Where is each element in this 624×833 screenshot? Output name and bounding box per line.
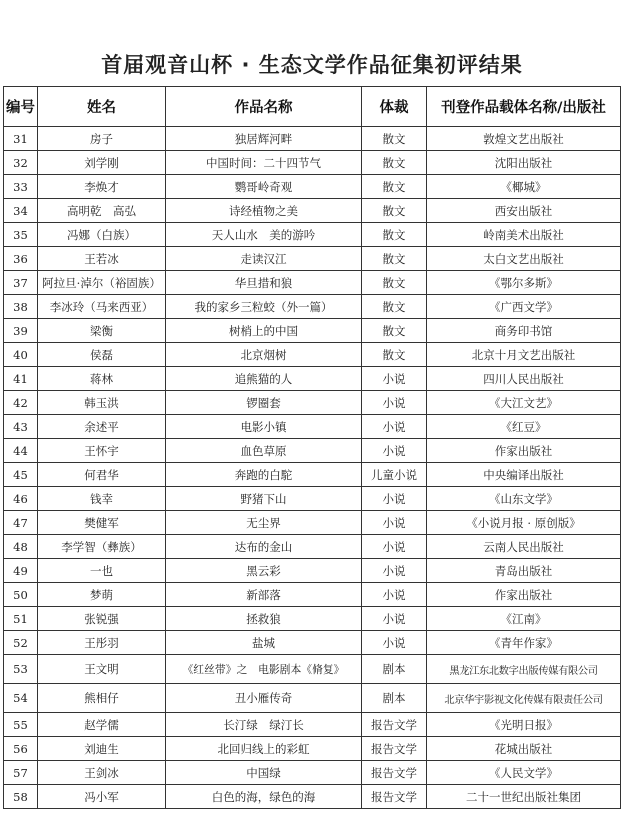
cell-work-title: 中国时间：二十四节气	[166, 151, 362, 175]
table-row	[4, 785, 621, 809]
cell-genre: 小说	[362, 535, 427, 559]
header-work-title: 作品名称	[166, 87, 362, 127]
cell-name: 梁衡	[38, 319, 166, 343]
cell-work-title: 新部落	[166, 583, 362, 607]
cell-number: 47	[4, 511, 38, 535]
table-row	[4, 487, 621, 511]
cell-publisher: 《山东文学》	[427, 487, 621, 511]
cell-name: 韩玉洪	[38, 391, 166, 415]
cell-name: 王彤羽	[38, 631, 166, 655]
cell-name: 李冰玲（马来西亚）	[38, 295, 166, 319]
cell-genre: 散文	[362, 319, 427, 343]
cell-name: 王剑冰	[38, 761, 166, 785]
table-row	[4, 737, 621, 761]
cell-work-title: 华旦措和狼	[166, 271, 362, 295]
table-row	[4, 631, 621, 655]
cell-work-title: 鹦哥岭奇观	[166, 175, 362, 199]
table-row	[4, 713, 621, 737]
cell-number: 33	[4, 175, 38, 199]
cell-genre: 散文	[362, 343, 427, 367]
cell-number: 35	[4, 223, 38, 247]
cell-genre: 散文	[362, 151, 427, 175]
cell-work-title: 北回归线上的彩虹	[166, 737, 362, 761]
cell-publisher: 岭南美术出版社	[427, 223, 621, 247]
table-row	[4, 684, 621, 713]
cell-name: 王若冰	[38, 247, 166, 271]
cell-genre: 小说	[362, 631, 427, 655]
cell-publisher: 《光明日报》	[427, 713, 621, 737]
table-row	[4, 583, 621, 607]
cell-work-title: 天人山水 美的游吟	[166, 223, 362, 247]
cell-genre: 报告文学	[362, 737, 427, 761]
cell-number: 53	[4, 655, 38, 684]
cell-genre: 散文	[362, 199, 427, 223]
table-row	[4, 415, 621, 439]
header-publisher: 刊登作品载体名称/出版社	[427, 87, 621, 127]
cell-genre: 散文	[362, 223, 427, 247]
cell-work-title: 无尘界	[166, 511, 362, 535]
cell-number: 54	[4, 684, 38, 713]
cell-genre: 剧本	[362, 684, 427, 713]
cell-number: 43	[4, 415, 38, 439]
cell-genre: 小说	[362, 415, 427, 439]
cell-work-title: 电影小镇	[166, 415, 362, 439]
cell-publisher: 四川人民出版社	[427, 367, 621, 391]
cell-number: 57	[4, 761, 38, 785]
table-row	[4, 175, 621, 199]
table-row	[4, 439, 621, 463]
cell-name: 刘学刚	[38, 151, 166, 175]
cell-name: 钱幸	[38, 487, 166, 511]
cell-genre: 散文	[362, 127, 427, 151]
cell-number: 55	[4, 713, 38, 737]
table-row	[4, 127, 621, 151]
cell-work-title: 独居辉河畔	[166, 127, 362, 151]
cell-number: 38	[4, 295, 38, 319]
cell-name: 蒋林	[38, 367, 166, 391]
cell-name: 高明乾 高弘	[38, 199, 166, 223]
cell-work-title: 拯救狼	[166, 607, 362, 631]
cell-name: 李焕才	[38, 175, 166, 199]
cell-publisher: 作家出版社	[427, 583, 621, 607]
cell-genre: 报告文学	[362, 713, 427, 737]
cell-publisher: 二十一世纪出版社集团	[427, 785, 621, 809]
table-row	[4, 247, 621, 271]
cell-publisher: 《青年作家》	[427, 631, 621, 655]
cell-publisher: 中央编译出版社	[427, 463, 621, 487]
table-row	[4, 367, 621, 391]
table-row	[4, 199, 621, 223]
cell-number: 46	[4, 487, 38, 511]
cell-genre: 报告文学	[362, 785, 427, 809]
cell-name: 侯磊	[38, 343, 166, 367]
cell-number: 52	[4, 631, 38, 655]
cell-publisher: 太白文艺出版社	[427, 247, 621, 271]
table-row	[4, 655, 621, 684]
cell-number: 41	[4, 367, 38, 391]
cell-publisher: 《人民文学》	[427, 761, 621, 785]
cell-publisher: 作家出版社	[427, 439, 621, 463]
cell-number: 32	[4, 151, 38, 175]
cell-name: 赵学儒	[38, 713, 166, 737]
cell-name: 冯娜（白族）	[38, 223, 166, 247]
table-row	[4, 511, 621, 535]
cell-name: 余述平	[38, 415, 166, 439]
cell-number: 56	[4, 737, 38, 761]
cell-genre: 小说	[362, 439, 427, 463]
cell-name: 熊相仔	[38, 684, 166, 713]
cell-work-title: 追熊猫的人	[166, 367, 362, 391]
cell-publisher: 《椰城》	[427, 175, 621, 199]
table-row	[4, 271, 621, 295]
table-header-row	[4, 87, 621, 127]
cell-work-title: 达布的金山	[166, 535, 362, 559]
cell-number: 39	[4, 319, 38, 343]
header-genre: 体裁	[362, 87, 427, 127]
cell-genre: 散文	[362, 295, 427, 319]
cell-work-title: 北京烟树	[166, 343, 362, 367]
table-row	[4, 319, 621, 343]
cell-publisher: 花城出版社	[427, 737, 621, 761]
cell-number: 34	[4, 199, 38, 223]
cell-number: 51	[4, 607, 38, 631]
cell-publisher: 北京十月文艺出版社	[427, 343, 621, 367]
cell-publisher: 北京华宇影视文化传媒有限责任公司	[427, 684, 621, 713]
header-name: 姓名	[38, 87, 166, 127]
cell-number: 45	[4, 463, 38, 487]
cell-work-title: 中国绿	[166, 761, 362, 785]
table-row	[4, 391, 621, 415]
cell-genre: 散文	[362, 271, 427, 295]
cell-genre: 小说	[362, 487, 427, 511]
cell-publisher: 《小说月报 · 原创版》	[427, 511, 621, 535]
results-table	[3, 86, 621, 809]
table-row	[4, 559, 621, 583]
cell-work-title: 锣圈套	[166, 391, 362, 415]
cell-publisher: 沈阳出版社	[427, 151, 621, 175]
cell-number: 31	[4, 127, 38, 151]
cell-number: 40	[4, 343, 38, 367]
cell-work-title: 黑云彩	[166, 559, 362, 583]
cell-work-title: 丑小雁传奇	[166, 684, 362, 713]
table-row	[4, 607, 621, 631]
cell-publisher: 《红豆》	[427, 415, 621, 439]
cell-genre: 小说	[362, 583, 427, 607]
cell-publisher: 《江南》	[427, 607, 621, 631]
cell-publisher: 《大江文艺》	[427, 391, 621, 415]
cell-work-title: 诗经植物之美	[166, 199, 362, 223]
table-row	[4, 151, 621, 175]
cell-publisher: 云南人民出版社	[427, 535, 621, 559]
table-row	[4, 535, 621, 559]
cell-name: 李学智（彝族）	[38, 535, 166, 559]
cell-name: 刘迪生	[38, 737, 166, 761]
cell-number: 42	[4, 391, 38, 415]
cell-name: 何君华	[38, 463, 166, 487]
cell-genre: 剧本	[362, 655, 427, 684]
cell-work-title: 长汀绿 绿汀长	[166, 713, 362, 737]
cell-genre: 散文	[362, 175, 427, 199]
cell-work-title: 白色的海，绿色的海	[166, 785, 362, 809]
table-row	[4, 295, 621, 319]
cell-publisher: 商务印书馆	[427, 319, 621, 343]
cell-name: 王怀宇	[38, 439, 166, 463]
cell-publisher: 《鄂尔多斯》	[427, 271, 621, 295]
cell-name: 房子	[38, 127, 166, 151]
cell-publisher: 敦煌文艺出版社	[427, 127, 621, 151]
cell-work-title: 《红丝带》之 电影剧本《脩复》	[166, 655, 362, 684]
cell-name: 梦萌	[38, 583, 166, 607]
cell-work-title: 野猪下山	[166, 487, 362, 511]
cell-work-title: 血色草原	[166, 439, 362, 463]
cell-genre: 散文	[362, 247, 427, 271]
cell-name: 阿拉旦·淖尔（裕固族）	[38, 271, 166, 295]
table-body	[4, 127, 621, 809]
cell-genre: 报告文学	[362, 761, 427, 785]
cell-name: 冯小军	[38, 785, 166, 809]
cell-genre: 小说	[362, 391, 427, 415]
cell-genre: 小说	[362, 367, 427, 391]
cell-number: 48	[4, 535, 38, 559]
cell-work-title: 奔跑的白駝	[166, 463, 362, 487]
header-number: 编号	[4, 87, 38, 127]
cell-publisher: 《广西文学》	[427, 295, 621, 319]
cell-number: 49	[4, 559, 38, 583]
table-row	[4, 223, 621, 247]
table-row	[4, 343, 621, 367]
cell-number: 50	[4, 583, 38, 607]
cell-work-title: 我的家乡三粒蛟（外一篇）	[166, 295, 362, 319]
cell-number: 58	[4, 785, 38, 809]
table-row	[4, 463, 621, 487]
cell-genre: 小说	[362, 607, 427, 631]
cell-genre: 小说	[362, 511, 427, 535]
cell-name: 一也	[38, 559, 166, 583]
cell-number: 44	[4, 439, 38, 463]
cell-publisher: 西安出版社	[427, 199, 621, 223]
cell-number: 36	[4, 247, 38, 271]
cell-name: 樊健军	[38, 511, 166, 535]
cell-work-title: 走读汉江	[166, 247, 362, 271]
cell-publisher: 黑龙江东北数字出版传媒有限公司	[427, 655, 621, 684]
cell-work-title: 树梢上的中国	[166, 319, 362, 343]
cell-genre: 儿童小说	[362, 463, 427, 487]
cell-publisher: 青岛出版社	[427, 559, 621, 583]
cell-name: 王文明	[38, 655, 166, 684]
cell-name: 张锐强	[38, 607, 166, 631]
cell-number: 37	[4, 271, 38, 295]
cell-work-title: 盐城	[166, 631, 362, 655]
cell-genre: 小说	[362, 559, 427, 583]
table-row	[4, 761, 621, 785]
page-title: 首届观音山杯 · 生态文学作品征集初评结果	[101, 53, 523, 77]
